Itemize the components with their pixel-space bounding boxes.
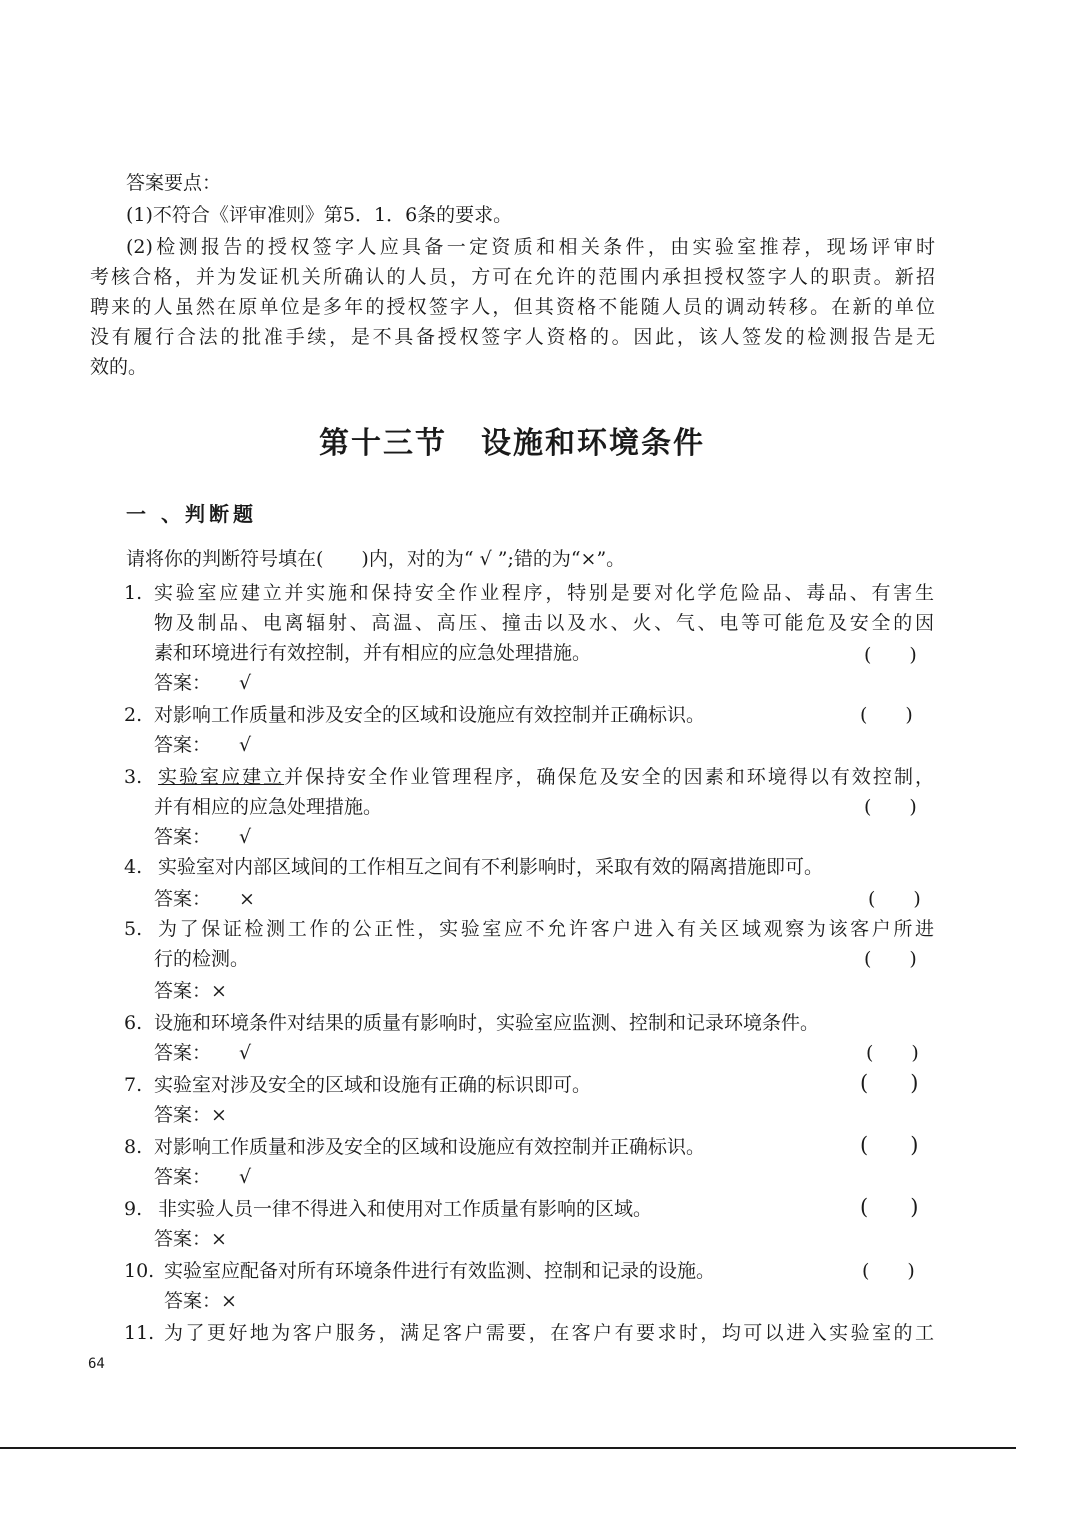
answer-label: 答案： <box>154 980 212 1002</box>
answer-points-heading: 答案要点： <box>126 172 222 194</box>
answer-label: 答案： <box>164 1290 222 1312</box>
cross-mark: × <box>211 980 227 1002</box>
underlined-text: 实验室应建立 <box>158 766 285 788</box>
question-5-line-1: 为了保证检测工作的公正性，实验室应不允许客户进入有关区域观察为该客户所进 <box>158 918 934 940</box>
answer-label: 答案： <box>154 672 212 694</box>
check-mark: √ <box>239 826 252 848</box>
answer-point-2-line-5: 效的。 <box>90 356 148 378</box>
instruction: 请将你的判断符号填在( )内，对的为“ √ ”;错的为“×”。 <box>126 548 626 570</box>
answer-point-2-line-3: 聘来的人虽然在原单位是多年的授权签字人，但其资格不能随人员的调动转移。在新的单位 <box>90 296 935 318</box>
question-4-answer-blank[interactable]: ( ) <box>868 888 921 910</box>
question-10-text: 实验室应配备对所有环境条件进行有效监测、控制和记录的设施。 <box>164 1260 716 1282</box>
check-mark: √ <box>239 1042 252 1064</box>
subheading-true-false: 一 、判断题 <box>126 502 257 526</box>
answer-label: 答案： <box>154 1166 212 1188</box>
question-10-answer <box>164 1286 237 1316</box>
question-1-line-2: 物及制品、电离辐射、高温、高压、撞击以及水、火、气、电等可能危及安全的因 <box>154 612 934 634</box>
question-9-answer-blank[interactable]: ( ) <box>860 1195 919 1219</box>
question-5-answer-blank[interactable]: ( ) <box>864 948 917 970</box>
question-3-rest: 并保持安全作业管理程序，确保危及安全的因素和环境得以有效控制， <box>284 766 934 788</box>
question-6-answer <box>154 1038 251 1068</box>
question-8-text: 对影响工作质量和涉及安全的区域和设施应有效控制并正确标识。 <box>154 1136 706 1158</box>
answer-label: 答案： <box>154 826 212 848</box>
question-4-number: 4. <box>124 856 143 878</box>
question-3-number: 3. <box>124 766 143 788</box>
answer-label: 答案： <box>154 1042 212 1064</box>
question-6-answer-blank[interactable]: ( ) <box>866 1042 919 1064</box>
question-8-number: 8. <box>124 1136 143 1158</box>
answer-label: 答案： <box>154 1228 212 1250</box>
answer-point-1: (1)不符合《评审准则》第5．1．6条的要求。 <box>126 204 513 226</box>
question-11-text: 为了更好地为客户服务，满足客户需要，在客户有要求时，均可以进入实验室的工 <box>164 1322 934 1344</box>
cross-mark: × <box>239 888 255 910</box>
question-7-answer-blank[interactable]: ( ) <box>860 1071 919 1095</box>
cross-mark: × <box>211 1104 227 1126</box>
question-2-answer-blank[interactable]: ( ) <box>860 704 913 726</box>
question-9-number: 9. <box>124 1198 143 1220</box>
bottom-divider <box>0 1447 1016 1449</box>
check-mark: √ <box>239 672 252 694</box>
answer-point-2-line-4: 没有履行合法的批准手续，是不具备授权签字人资格的。因此，该人签发的检测报告是无 <box>90 326 935 348</box>
question-6-text: 设施和环境条件对结果的质量有影响时，实验室应监测、控制和记录环境条件。 <box>154 1012 820 1034</box>
cross-mark: × <box>211 1228 227 1250</box>
question-7-text: 实验室对涉及安全的区域和设施有正确的标识即可。 <box>154 1074 592 1096</box>
section-number: 第十三节 <box>319 426 447 461</box>
question-11-number: 11. <box>124 1322 155 1344</box>
question-4-text: 实验室对内部区域间的工作相互之间有不利影响时，采取有效的隔离措施即可。 <box>158 856 824 878</box>
question-9-text: 非实验人员一律不得进入和使用对工作质量有影响的区域。 <box>158 1198 653 1220</box>
question-10-answer-blank[interactable]: ( ) <box>862 1260 915 1282</box>
question-1-answer <box>154 668 251 698</box>
question-7-answer <box>154 1100 227 1130</box>
question-10-number: 10. <box>124 1260 155 1282</box>
question-2-text: 对影响工作质量和涉及安全的区域和设施应有效控制并正确标识。 <box>154 704 706 726</box>
question-3-line-2: 并有相应的应急处理措施。 <box>154 796 383 818</box>
question-2-answer <box>154 730 251 760</box>
question-5-answer <box>154 976 227 1006</box>
question-3-answer-blank[interactable]: ( ) <box>864 796 917 818</box>
answer-label: 答案： <box>154 1104 212 1126</box>
answer-point-2-line-1: (2)检测报告的授权签字人应具备一定资质和相关条件，由实验室推荐，现场评审时 <box>126 236 935 258</box>
question-6-number: 6. <box>124 1012 143 1034</box>
question-1-line-3: 素和环境进行有效控制，并有相应的应急处理措施。 <box>154 642 592 664</box>
question-4-answer <box>154 884 255 914</box>
section-title <box>0 418 1024 462</box>
question-1-answer-blank[interactable]: ( ) <box>864 644 917 666</box>
question-5-number: 5. <box>124 918 143 940</box>
question-3-line-1 <box>158 762 934 792</box>
page-number: 64 <box>88 1356 105 1372</box>
question-8-answer <box>154 1162 251 1192</box>
question-9-answer <box>154 1224 227 1254</box>
question-8-answer-blank[interactable]: ( ) <box>860 1133 919 1157</box>
section-name: 设施和环境条件 <box>481 426 705 461</box>
question-5-line-2: 行的检测。 <box>154 948 250 970</box>
answer-point-2-line-2: 考核合格，并为发证机关所确认的人员，方可在允许的范围内承担授权签字人的职责。新招 <box>90 266 935 288</box>
answer-label: 答案： <box>154 888 212 910</box>
check-mark: √ <box>239 734 252 756</box>
question-2-number: 2. <box>124 704 143 726</box>
question-3-answer <box>154 822 251 852</box>
cross-mark: × <box>221 1290 237 1312</box>
question-1-number: 1. <box>124 582 143 604</box>
check-mark: √ <box>239 1166 252 1188</box>
answer-label: 答案： <box>154 734 212 756</box>
question-1-line-1: 实验室应建立并实施和保持安全作业程序，特别是要对化学危险品、毒品、有害生 <box>154 582 934 604</box>
question-7-number: 7. <box>124 1074 143 1096</box>
